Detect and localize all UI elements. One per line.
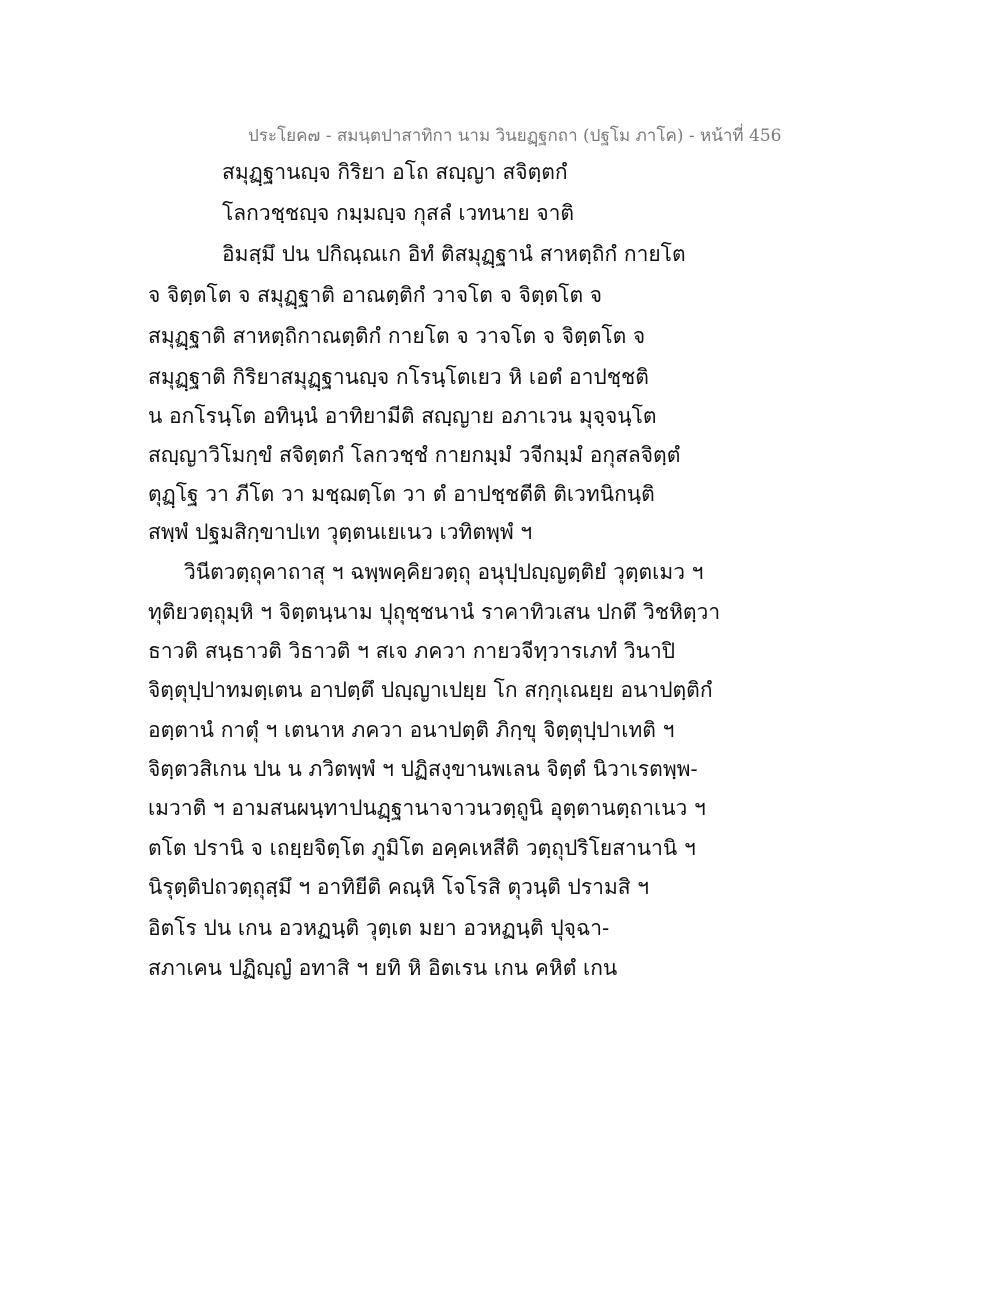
text-line: สมุฏฺฐาติ กิริยาสมุฏฺฐานญฺจ กโรนฺโตเยว หิ เอตํ อาปชฺชติ <box>148 365 649 389</box>
text-line: เมวาติ ฯ อามสนผนฺทาปนฏฺฐานาจาวนวตฺถูนิ อุตฺตานตฺถาเนว ฯ <box>148 796 706 820</box>
text-line: วินีตวตฺถุคาถาสุ ฯ ฉพฺพคฺคิยวตฺถุ อนุปฺปญฺญตฺติยํ วุตฺตเมว ฯ <box>184 560 704 584</box>
text-line: ตโต ปรานิ จ เถยฺยจิตฺโต ภูมิโต อคฺคเหสีติ วตฺถุปริโยสานานิ ฯ <box>148 836 696 860</box>
text-line: อิมสฺมึ ปน ปกิณฺณเก อิทํ ติสมุฏฺฐานํ สาหตฺถิกํ กายโต <box>222 242 686 266</box>
text-line: จิตฺตุปฺปาทมตฺเตน อาปตฺตึ ปญฺญาเปยฺย โก สกฺกุเณยฺย อนาปตฺติกํ <box>148 678 713 702</box>
text-line: อตฺตานํ กาตุํ ฯ เตนาห ภควา อนาปตฺติ ภิกฺขุ จิตฺตุปฺปาเทติ ฯ <box>148 718 675 742</box>
text-line: ตุฏฺโฐ วา ภีโต วา มชฺฌตฺโต วา ตํ อาปชฺชตีติ ติเวทนิกนฺติ <box>148 482 655 506</box>
text-line: นิรุตฺติปถวตฺถุสฺมึ ฯ อาทิยีติ คณฺหิ โจโรสิ ตุวนฺติ ปรามสิ ฯ <box>148 875 650 899</box>
text-line: ทุติยวตฺถุมฺหิ ฯ จิตฺตนฺนาม ปุถุชฺชนานํ ราคาทิวเสน ปกตึ วิชหิตฺวา <box>148 600 721 624</box>
text-line: ธาวติ สนฺธาวติ วิธาวติ ฯ สเจ ภควา กายวจีทฺวารเภทํ วินาปิ <box>148 639 676 663</box>
text-line: จ จิตฺตโต จ สมุฏฺฐาติ อาณตฺติกํ วาจโต จ จิตฺตโต จ <box>148 283 603 307</box>
verse-line: โลกวชฺชญฺจ กมฺมญฺจ กุสลํ เวทนาย จาติ <box>222 201 575 225</box>
text-line: สภาเคน ปฏิญฺญํ อทาสิ ฯ ยทิ หิ อิตเรน เกน คหิตํ เกน <box>148 956 618 980</box>
text-line: สญฺญาวิโมกฺขํ สจิตฺตกํ โลกวชฺชํ กายกมฺมํ วจีกมฺมํ อกุสลจิตฺตํ <box>148 443 681 467</box>
text-line: จิตฺตวสิเกน ปน น ภวิตพฺพํ ฯ ปฏิสงฺขานพเลน จิตฺตํ นิวาเรตพฺพ- <box>148 757 698 781</box>
page-header: ประโยค๗ - สมนฺตปาสาทิกา นาม วินยฏฺฐกถา (ปฐโม ภาโค) - หน้าที่ 456 <box>248 126 782 146</box>
text-line: น อกโรนฺโต อทินฺนํ อาทิยามีติ สญฺญาย อภาเวน มุจฺจนฺโต <box>148 404 657 428</box>
verse-line: สมุฏฺฐานญฺจ กิริยา อโถ สญฺญา สจิตฺตกํ <box>222 160 568 184</box>
text-line: อิตโร ปน เกน อวหฏนฺติ วุตฺเต มยา อวหฏนฺติ ปุจฺฉา- <box>148 916 610 940</box>
text-line: สพฺพํ ปฐมสิกฺขาปเท วุตฺตนเยเนว เวทิตพฺพํ ฯ <box>148 520 533 544</box>
text-line: สมุฏฺฐาติ สาหตฺถิกาณตฺติกํ กายโต จ วาจโต จ จิตฺตโต จ <box>148 324 646 348</box>
